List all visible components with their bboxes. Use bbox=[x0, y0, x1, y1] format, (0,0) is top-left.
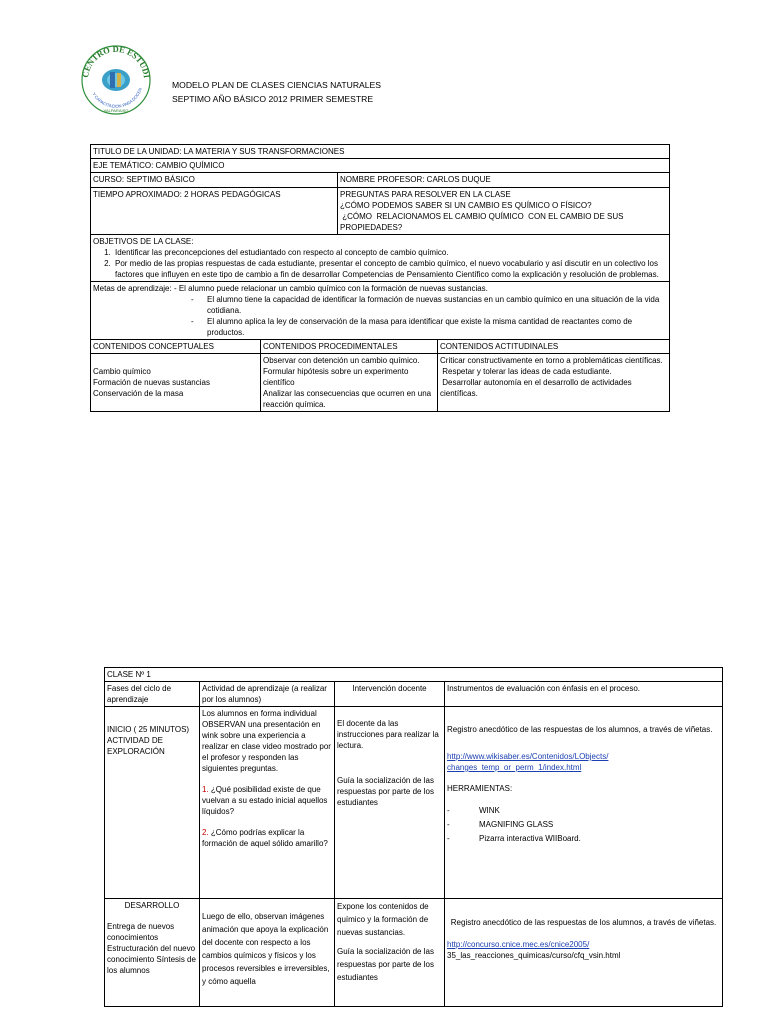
logo-top-text: CENTRO DE ESTUDI bbox=[80, 43, 152, 79]
inicio-evaluation bbox=[445, 707, 723, 899]
attitudinal-header: CONTENIDOS ACTITUDINALES bbox=[438, 340, 670, 354]
question-number: 1. bbox=[202, 785, 209, 794]
activity-text: Los alumnos en forma individual OBSERVAN una presentación en wink sobre una experiencia a realizar en clase video mostrado por el profesor y responden las siguientes preguntas. bbox=[202, 709, 331, 773]
intervention-text: El docente da las instrucciones para realizar la lectura. bbox=[337, 719, 439, 750]
content-item: Criticar constructivamente en torno a problemáticas científicas. bbox=[440, 356, 663, 365]
content-item: Conservación de la masa bbox=[93, 389, 184, 398]
phase-subtitle: ACTIVIDAD DE EXPLORACIÓN bbox=[107, 736, 165, 756]
tool-item: Pizarra interactiva WIIBoard. bbox=[479, 834, 581, 843]
objectives-cell bbox=[91, 235, 670, 282]
logo-bottom-text: Y CAPACITACION PARA DOCEN bbox=[91, 87, 143, 109]
phase-title: DESARROLLO bbox=[124, 901, 180, 910]
question-number: 2. bbox=[202, 828, 209, 837]
tools-list bbox=[447, 804, 720, 846]
intervention-text: Guía la socialización de las respuestas por parte de los estudiantes bbox=[337, 947, 434, 982]
goal-item: - El alumno tiene la capacidad de identificar la formación de nuevas sustancias en un cambio químico en una situación de la vida cotidiana. bbox=[93, 294, 667, 316]
evaluation-header: Instrumentos de evaluación con énfasis en el proceso. bbox=[445, 682, 723, 707]
objectives-list bbox=[93, 247, 667, 280]
header-line-2: SEPTIMO AÑO BÁSICO 2012 PRIMER SEMESTRE bbox=[172, 94, 374, 104]
header-line-1: MODELO PLAN DE CLASES CIENCIAS NATURALES bbox=[172, 80, 382, 90]
evaluation-text: Registro anecdótico de las respuestas de los alumnos, a través de viñetas. bbox=[447, 725, 713, 734]
activity-header: Actividad de aprendizaje (a realizar por los alumnos) bbox=[200, 682, 335, 707]
learning-goals-cell bbox=[91, 282, 670, 340]
time-cell: TIEMPO APROXIMADO: 2 HORAS PEDAGÓGICAS bbox=[91, 188, 338, 235]
unit-title: TITULO DE LA UNIDAD: LA MATERIA Y SUS TRANSFORMACIONES bbox=[91, 145, 670, 159]
inicio-activity bbox=[200, 707, 335, 899]
objective-item: 1. Identificar las preconcepciones del estudiantado con respecto al concepto de cambio químico. bbox=[113, 247, 667, 258]
conceptual-header: CONTENIDOS CONCEPTUALES bbox=[91, 340, 261, 354]
objectives-title: OBJETIVOS DE LA CLASE: bbox=[93, 237, 194, 246]
inicio-phase bbox=[105, 707, 200, 899]
desarrollo-intervention bbox=[335, 899, 445, 1007]
question-item: ¿CÓMO RELACIONAMOS EL CAMBIO QUÍMICO CON EL CAMBIO DE SUS PROPIEDADES? bbox=[340, 212, 626, 232]
document-header bbox=[172, 78, 381, 106]
content-item: Desarrollar autonomía en el desarrollo de actividades científicas. bbox=[440, 378, 634, 398]
content-item: Respetar y tolerar las ideas de cada estudiante. bbox=[440, 367, 612, 376]
desarrollo-activity bbox=[200, 899, 335, 1007]
unit-plan-table bbox=[90, 144, 670, 412]
question-item: ¿CÓMO PODEMOS SABER SI UN CAMBIO ES QUÍMICO O FÍSICO? bbox=[340, 201, 592, 210]
inicio-intervention bbox=[335, 707, 445, 899]
content-item: Observar con detención un cambio químico. bbox=[263, 356, 420, 365]
cnice-link[interactable]: http://concurso.cnice.mec.es/cnice2005/ bbox=[447, 940, 590, 949]
procedural-contents bbox=[261, 354, 438, 412]
objective-item: 2. Por medio de las propias respuestas de cada estudiante, presentar el concepto de cambio químico, el nuevo vocabulario y así discutir en un colectivo los factores que influyen en este tipo de cambio a fin de desarrollar Competencias de Pensamiento Científico como la explicación y resolución de problemas. bbox=[113, 258, 667, 280]
content-item: Formación de nuevas sustancias bbox=[93, 378, 210, 387]
content-item: Cambio químico bbox=[93, 367, 151, 376]
intervention-text: Expone los contenidos de químico y la formación de nuevas sustancias. bbox=[337, 902, 429, 937]
cnice-link-rest: 35_las_reacciones_quimicas/curso/cfq_vsin.html bbox=[447, 951, 621, 960]
phase-description: Entrega de nuevos conocimientos Estructuración del nuevo conocimiento Síntesis de los alumnos bbox=[107, 922, 196, 975]
desarrollo-evaluation bbox=[445, 899, 723, 1007]
procedural-header: CONTENIDOS PROCEDIMENTALES bbox=[261, 340, 438, 354]
tools-title: HERRAMIENTAS: bbox=[447, 784, 513, 793]
intervention-text: Guía la socialización de las respuestas por parte de los estudiantes bbox=[337, 776, 434, 807]
phase-title: INICIO ( 25 MINUTOS) bbox=[107, 725, 190, 734]
conceptual-contents bbox=[91, 354, 261, 412]
learning-goals-list bbox=[93, 294, 667, 338]
learning-goals-title: Metas de aprendizaje: - El alumno puede relacionar un cambio químico con la formación de nuevas sustancias. bbox=[93, 284, 488, 293]
teacher-cell: NOMBRE PROFESOR: CARLOS DUQUE bbox=[338, 173, 670, 188]
question-text: ¿Cómo podrías explicar la formación de aquel sólido amarillo? bbox=[202, 828, 328, 848]
tool-item: WINK bbox=[479, 806, 500, 815]
evaluation-text: Registro anecdótico de las respuestas de los alumnos, a través de viñetas. bbox=[450, 918, 717, 927]
intervention-header: Intervención docente bbox=[335, 682, 445, 707]
phase-header: Fases del ciclo de aprendizaje bbox=[105, 682, 200, 707]
activity-text: Luego de ello, observan imágenes animación que apoya la explicación del docente con respecto a los cambios químicos y físicos y los procesos reversibles e irreversibles, y cómo aquella bbox=[202, 912, 330, 986]
class-plan-table bbox=[104, 667, 723, 1007]
desarrollo-phase bbox=[105, 899, 200, 1007]
wikisaber-link[interactable]: http://www.wikisaber.es/Contenidos/LObjects/ bbox=[447, 752, 609, 761]
questions-title: PREGUNTAS PARA RESOLVER EN LA CLASE bbox=[340, 190, 511, 199]
questions-cell bbox=[338, 188, 670, 235]
logo-sub-text: VALPARAISO bbox=[103, 108, 129, 113]
wikisaber-link-cont[interactable]: changes_temp_or_perm_1/index.html bbox=[447, 763, 582, 772]
class-number: CLASE Nº 1 bbox=[105, 668, 723, 682]
question-text: ¿Qué posibilidad existe de que vuelvan a su estado inicial aquellos líquidos? bbox=[202, 785, 328, 816]
course-cell: CURSO: SEPTIMO BÁSICO bbox=[91, 173, 338, 188]
attitudinal-contents bbox=[438, 354, 670, 412]
goal-item: - El alumno aplica la ley de conservación de la masa para identificar que existe la misma cantidad de reactantes como de productos. bbox=[93, 316, 667, 338]
thematic-axis: EJE TEMÁTICO: CAMBIO QUÍMICO bbox=[91, 159, 670, 173]
tool-item: MAGNIFING GLASS bbox=[479, 820, 554, 829]
content-item: Formular hipótesis sobre un experimento científico bbox=[263, 367, 409, 387]
content-item: Analizar las consecuencias que ocurren en una reacción química. bbox=[263, 389, 432, 409]
logo bbox=[78, 42, 154, 118]
